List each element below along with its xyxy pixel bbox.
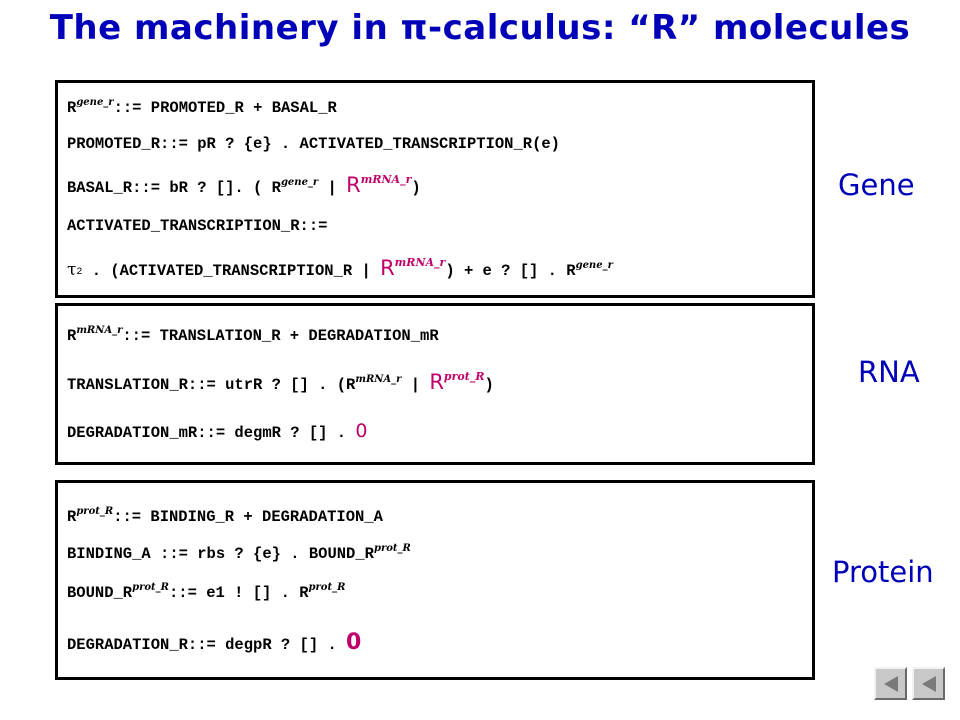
- protein-line-3: $BOUND\_R^{prot\_R}::= e1$ ! [] . $R^{prot\_R}$: [67, 582, 346, 602]
- protein-definition-box: [55, 480, 815, 680]
- protein-line-2: BINDING_A ::= rbs ? {e} . $BOUND\_R^{prot\_R}$: [67, 543, 411, 563]
- gene-line-2: PROMOTED_R::= pR ? {e} . ACTIVATED_TRANSCRIPTION_R(e): [67, 135, 560, 153]
- rna-line-1: $R^{mRNA\_r}::=$ TRANSLATION_R + DEGRADATION_mR: [67, 325, 439, 345]
- gene-line-4: ACTIVATED_TRANSCRIPTION_R::=: [67, 217, 328, 235]
- gene-line-3: BASAL_R::= bR ? []. ( $R^{gene\_r}$ | $R^{mRNA\_r}$): [67, 173, 421, 197]
- protein-line-1: $R^{prot\_R}::=$ BINDING_R + DEGRADATION_A: [67, 506, 383, 526]
- gene-label: Gene: [838, 168, 915, 202]
- next-slide-button[interactable]: [912, 667, 945, 700]
- rna-line-2: TRANSLATION_R::= utrR ? [] . ($R^{mRNA\_r}$ | $R^{prot\_R}$): [67, 370, 494, 394]
- rna-line-3: DEGRADATION_mR::= degmR ? [] . 0: [67, 420, 368, 442]
- gene-line-5: τ2 . (ACTIVATED_TRANSCRIPTION_R | $R^{mRNA\_r}) + e$ ? [] . $R^{gene\_r}$: [67, 256, 613, 280]
- protein-line-4: DEGRADATION_R::= degpR ? [] . 0: [67, 630, 362, 655]
- previous-slide-button[interactable]: [874, 667, 907, 700]
- slide-title: The machinery in π-calculus: “R” molecules: [49, 8, 911, 48]
- triangle-left-icon: [919, 674, 939, 694]
- protein-label: Protein: [832, 555, 934, 589]
- gene-definition-box: [55, 80, 815, 298]
- gene-line-1: $R^{gene\_r}::=$ PROMOTED_R + BASAL_R: [67, 97, 337, 117]
- triangle-left-icon: [881, 674, 901, 694]
- rna-label: RNA: [858, 355, 920, 389]
- rna-definition-box: [55, 303, 815, 465]
